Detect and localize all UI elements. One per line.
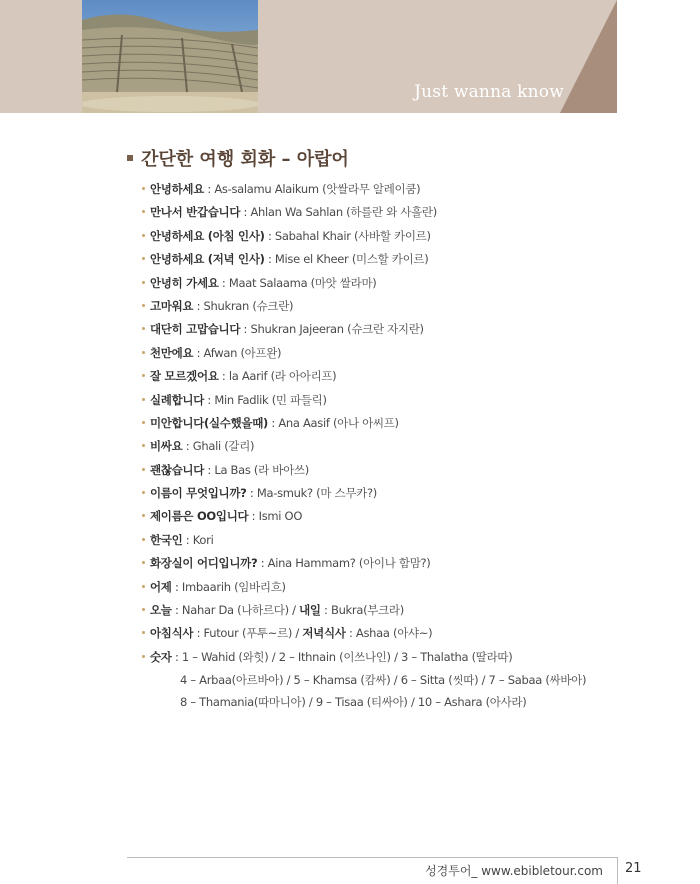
- dot-bullet-icon: [142, 187, 145, 190]
- numbers-label: 숫자: [150, 649, 172, 664]
- phrase-korean: 잘 모르겠어요: [150, 369, 219, 384]
- dot-bullet-icon: [142, 234, 145, 237]
- phrase-arabic: Afwan (아프완): [203, 345, 282, 360]
- phrase-list: [142, 178, 662, 669]
- numbers-line-3: 8 – Thamania(따마니아) / 9 – Tisaa (티싸아) / 10 – Ashara (아사라): [180, 695, 527, 709]
- section-title: [127, 145, 349, 171]
- phrase-arabic: Min Fadlik (민 파들릭): [214, 392, 327, 407]
- phrase-arabic: Sabahal Khair (사바할 카이르): [274, 228, 431, 243]
- phrase-arabic: Ana Aasif (아나 아씨프): [278, 415, 399, 430]
- dot-bullet-icon: [142, 491, 145, 494]
- list-item: 안녕히 가세요 : Maat Salaama (마앗 쌀라마): [142, 272, 662, 295]
- dot-bullet-icon: [142, 631, 145, 634]
- phrase-korean: 한국인: [150, 532, 183, 547]
- phrase-korean: 실례합니다: [150, 392, 205, 407]
- dot-bullet-icon: [142, 608, 145, 611]
- phrase-korean: 만나서 반갑습니다: [150, 205, 241, 220]
- list-item: 비싸요 : Ghali (갈리): [142, 435, 662, 458]
- phrase-korean: 천만에요: [150, 345, 194, 360]
- list-item: 안녕하세요 (아침 인사) : Sabahal Khair (사바할 카이르): [142, 225, 662, 248]
- phrase-arabic: Futour (푸투~르): [203, 626, 293, 641]
- phrase-arabic: Ma-smuk? (마 스무카?): [256, 486, 377, 501]
- phrase-arabic: Ahlan Wa Sahlan (하를란 와 사흘란): [250, 205, 437, 220]
- list-item: 잘 모르겠어요 : la Aarif (라 아아리프): [142, 365, 662, 388]
- footer-rule: [127, 857, 617, 858]
- amphitheater-photo: [82, 0, 258, 113]
- phrase-arabic: Ghali (갈리): [192, 439, 255, 454]
- list-item: 안녕하세요 (저녁 인사) : Mise el Kheer (미스할 카이르): [142, 248, 662, 271]
- phrase-korean: 저녁식사: [302, 626, 346, 641]
- phrase-arabic: Nahar Da (나하르다): [181, 603, 289, 618]
- page-header: [0, 0, 700, 113]
- list-item: 안녕하세요 : As-salamu Alaikum (앗쌀라무 알레이쿰): [142, 178, 662, 201]
- phrase-korean: 고마워요: [150, 298, 194, 313]
- header-tagline: Just wanna know: [414, 82, 564, 102]
- page-number: 21: [625, 861, 642, 876]
- phrase-arabic: Imbaarih (임바리흐): [181, 579, 286, 594]
- phrase-korean: 아침식사: [150, 626, 194, 641]
- list-item: 숫자 : 1 – Wahid (와힛) / 2 – Ithnain (이쓰나인) / 3 – Thalatha (딸라따): [142, 646, 662, 669]
- phrase-korean: 비싸요: [150, 439, 183, 454]
- list-item: 괜찮습니다 : La Bas (라 바아쓰): [142, 459, 662, 482]
- dot-bullet-icon: [142, 281, 145, 284]
- dot-bullet-icon: [142, 585, 145, 588]
- dot-bullet-icon: [142, 351, 145, 354]
- list-item: 천만에요 : Afwan (아프완): [142, 342, 662, 365]
- phrase-korean: 어제: [150, 579, 172, 594]
- phrase-korean: 안녕하세요: [150, 182, 205, 196]
- dot-bullet-icon: [142, 468, 145, 471]
- phrase-arabic: Shukran (슈크란): [203, 298, 294, 313]
- phrase-korean: 안녕하세요 (저녁 인사): [150, 252, 265, 267]
- phrase-arabic: Mise el Kheer (미스할 카이르): [274, 252, 429, 267]
- dot-bullet-icon: [142, 398, 145, 401]
- list-item: 미안합니다(실수했을때) : Ana Aasif (아나 아씨프): [142, 412, 662, 435]
- phrase-korean: 괜찮습니다: [150, 462, 205, 477]
- numbers-line-1: 1 – Wahid (와힛) / 2 – Ithnain (이쓰나인) / 3 – Thalatha (딸라따): [181, 649, 513, 664]
- phrase-arabic: Ashaa (아샤~): [355, 626, 433, 641]
- phrase-arabic: Ismi OO: [258, 509, 303, 524]
- phrase-arabic: La Bas (라 바아쓰): [214, 462, 309, 477]
- numbers-line-2: 4 – Arbaa(아르바아) / 5 – Khamsa (캄싸) / 6 – Sitta (씻따) / 7 – Sabaa (싸바아): [180, 673, 587, 687]
- phrase-arabic: Bukra(부크라): [330, 603, 404, 618]
- phrase-arabic: Kori: [192, 532, 214, 547]
- phrase-korean: 대단히 고맙습니다: [150, 322, 241, 337]
- phrase-korean: 화장실이 어디입니까?: [150, 556, 258, 571]
- phrase-arabic: As-salamu Alaikum (앗쌀라무 알레이쿰): [214, 182, 421, 196]
- dot-bullet-icon: [142, 655, 145, 658]
- dot-bullet-icon: [142, 210, 145, 213]
- phrase-korean: 내일: [299, 603, 321, 618]
- footer-divider: [617, 857, 618, 884]
- phrase-arabic: Shukran Jajeeran (슈크란 자지란): [250, 322, 424, 337]
- list-item: 고마워요 : Shukran (슈크란): [142, 295, 662, 318]
- section-title-text: 간단한 여행 회화 – 아랍어: [141, 149, 349, 170]
- phrase-korean: 이름이 무엇입니까?: [150, 486, 247, 501]
- list-item: 아침식사 : Futour (푸투~르) / 저녁식사 : Ashaa (아샤~): [142, 622, 662, 645]
- dot-bullet-icon: [142, 374, 145, 377]
- dot-bullet-icon: [142, 538, 145, 541]
- dot-bullet-icon: [142, 421, 145, 424]
- list-item: 대단히 고맙습니다 : Shukran Jajeeran (슈크란 자지란): [142, 318, 662, 341]
- phrase-arabic: Aina Hammam? (아이나 함맘?): [267, 556, 431, 571]
- dot-bullet-icon: [142, 304, 145, 307]
- triangle-shape: [560, 0, 617, 113]
- phrase-arabic: la Aarif (라 아아리프): [228, 369, 337, 384]
- phrase-korean: 안녕히 가세요: [150, 275, 219, 290]
- dot-bullet-icon: [142, 257, 145, 260]
- phrase-korean: 제이름은 OO입니다: [150, 509, 249, 524]
- phrase-korean: 오늘: [150, 603, 172, 618]
- dot-bullet-icon: [142, 327, 145, 330]
- footer-text: 성경투어_ www.ebibletour.com: [425, 864, 603, 878]
- phrase-arabic: Maat Salaama (마앗 쌀라마): [228, 275, 377, 290]
- list-item: 어제 : Imbaarih (임바리흐): [142, 576, 662, 599]
- amphitheater-illustration: [82, 0, 258, 113]
- list-item: 만나서 반갑습니다 : Ahlan Wa Sahlan (하를란 와 사흘란): [142, 201, 662, 224]
- list-item: 화장실이 어디입니까? : Aina Hammam? (아이나 함맘?): [142, 552, 662, 575]
- dot-bullet-icon: [142, 514, 145, 517]
- list-item: 이름이 무엇입니까? : Ma-smuk? (마 스무카?): [142, 482, 662, 505]
- list-item: 오늘 : Nahar Da (나하르다) / 내일 : Bukra(부크라): [142, 599, 662, 622]
- square-bullet-icon: [127, 155, 133, 161]
- dot-bullet-icon: [142, 561, 145, 564]
- list-item: 실례합니다 : Min Fadlik (민 파들릭): [142, 389, 662, 412]
- phrase-korean: 미안합니다(실수했을때): [150, 415, 269, 430]
- list-item: 한국인 : Kori: [142, 529, 662, 552]
- list-item: 제이름은 OO입니다 : Ismi OO: [142, 505, 662, 528]
- dot-bullet-icon: [142, 444, 145, 447]
- phrase-korean: 안녕하세요 (아침 인사): [150, 228, 265, 243]
